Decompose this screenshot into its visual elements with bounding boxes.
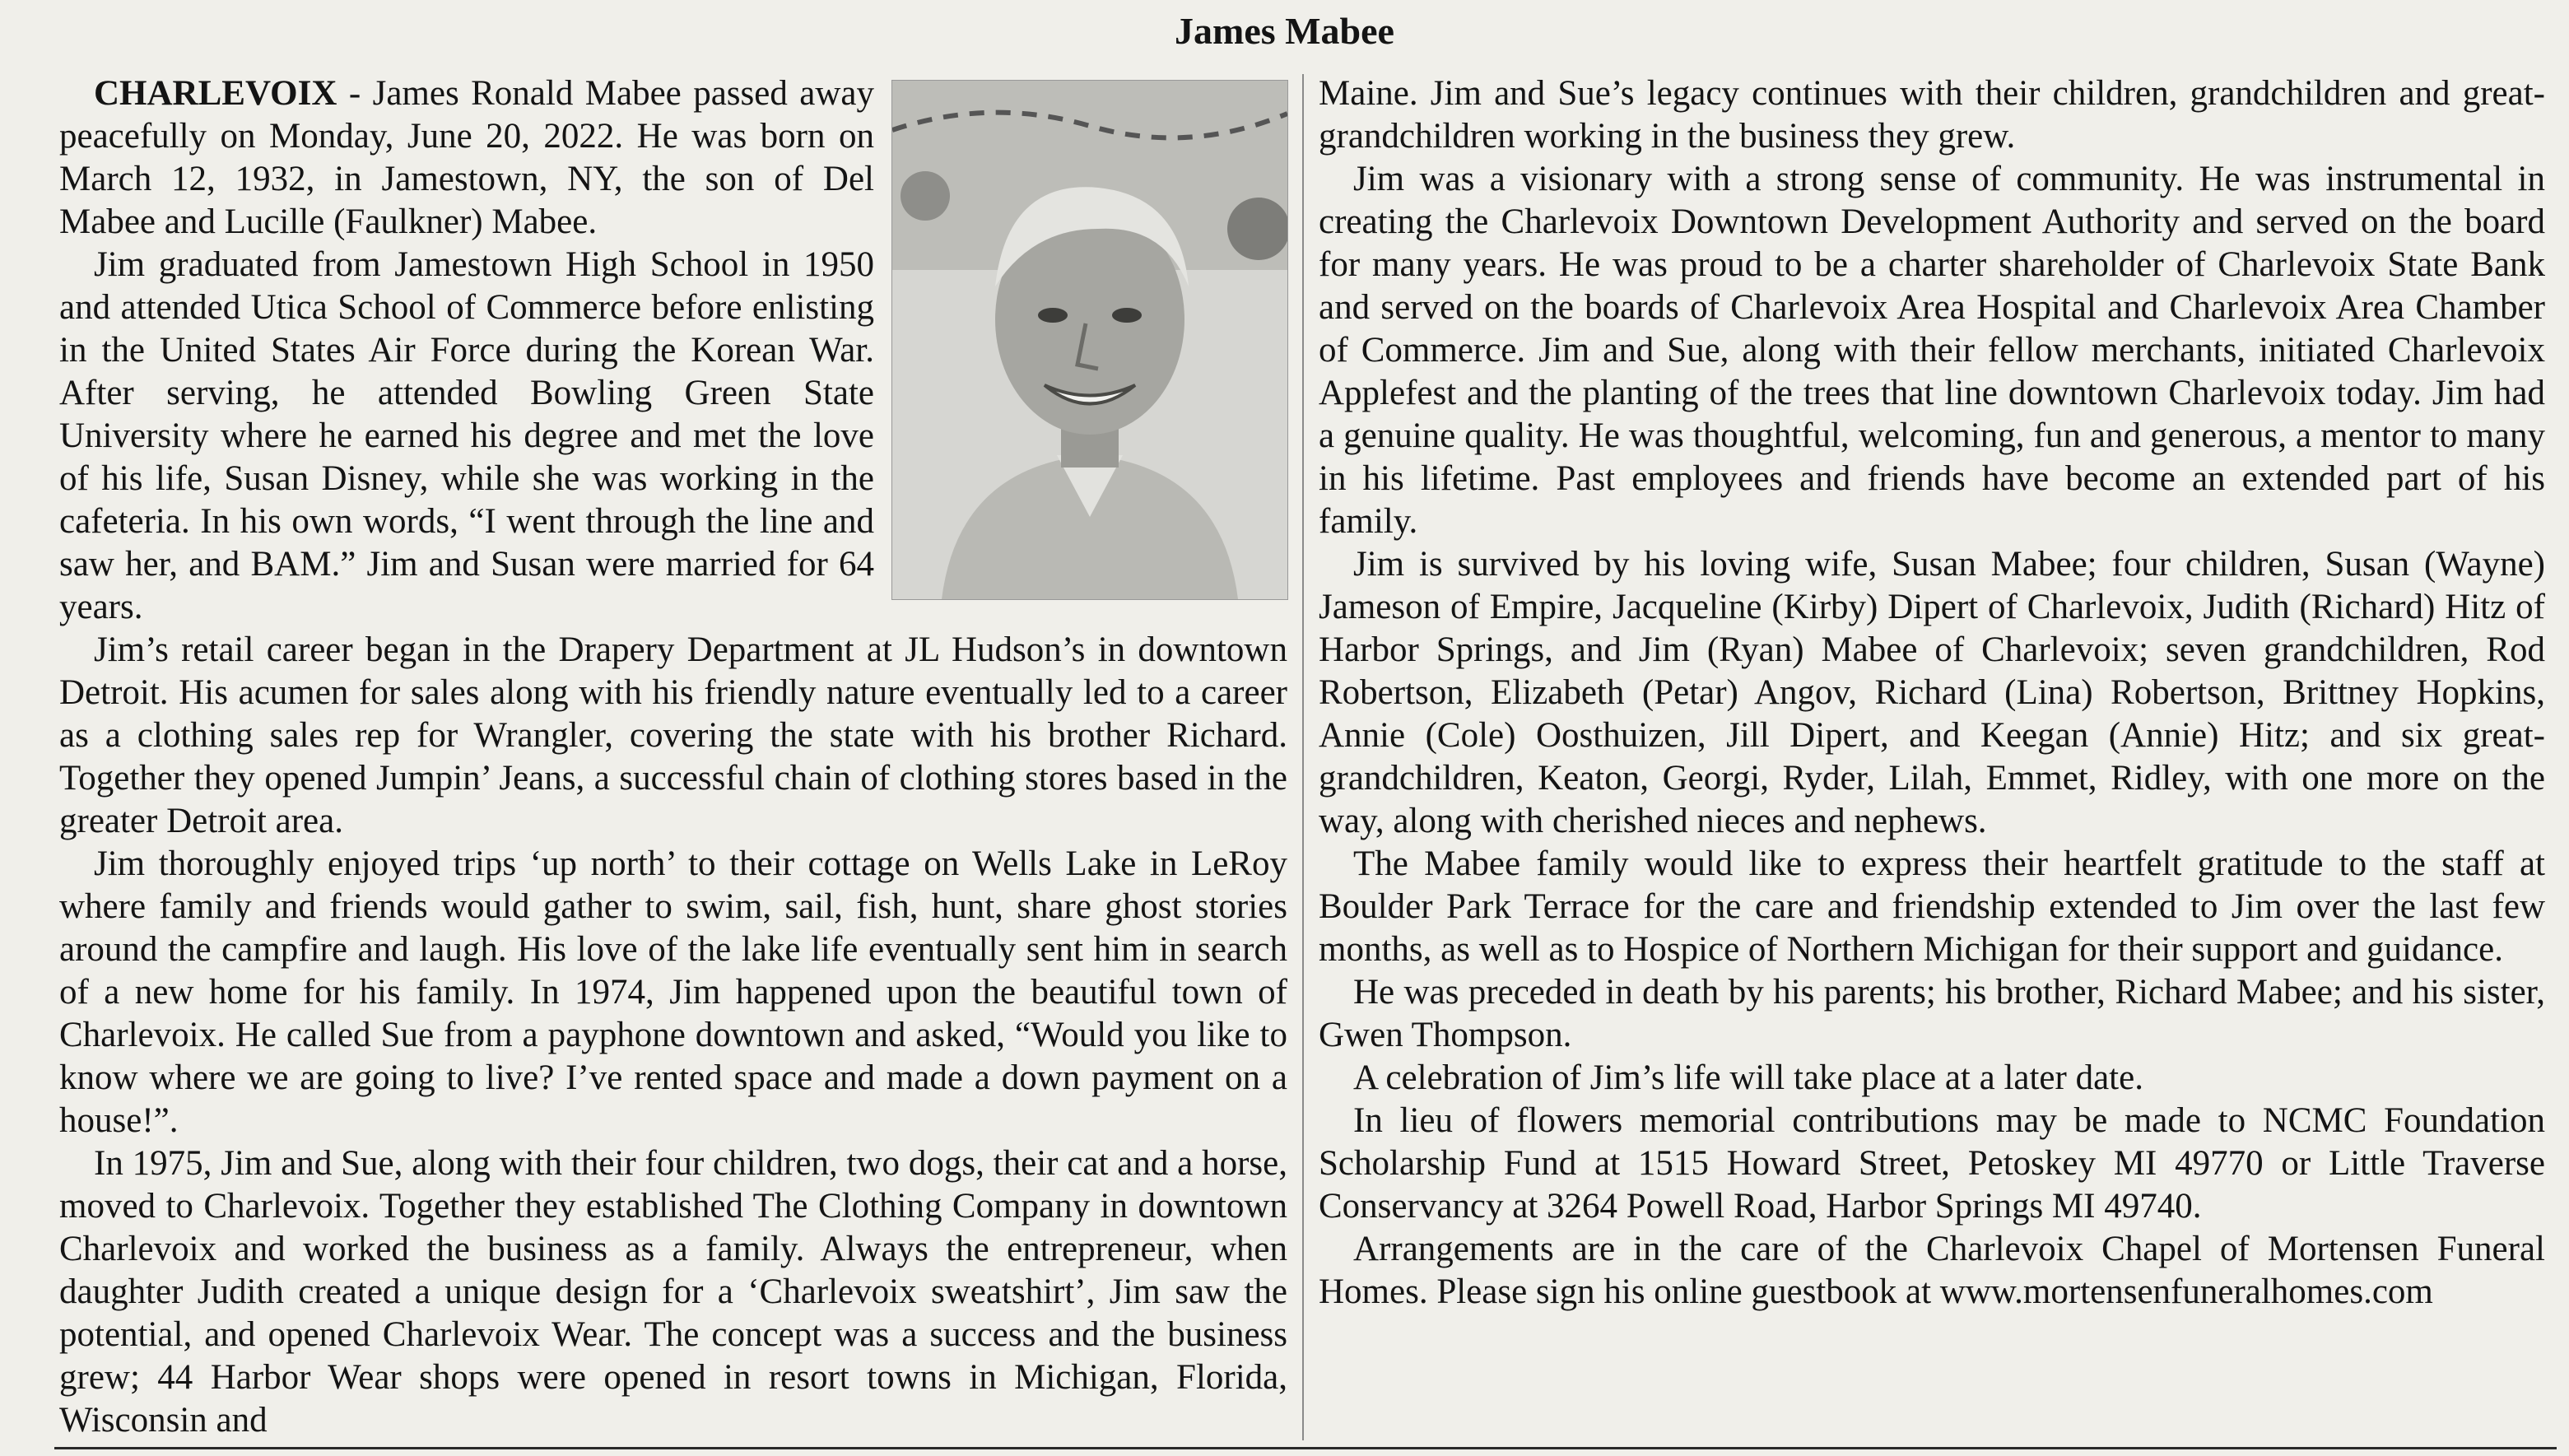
paragraph-right-2: Jim was a visionary with a strong sense of community. He was instrumental in creating the Charlevoix Downtown Development Authority and served on the board for many years. He was proud to be a charter shareholder of Charlevoix State Bank and served on the boards of Charlevoix Area Hospital and Charlevoix Area Chamber of Commerce. Jim and Sue, along with their fellow merchants, initiated Charlevoix Applefest and the planting of the trees that line downtown Charlevoix today. Jim had a genuine quality. He was thoughtful, welcoming, fun and generous, a mentor to many in his lifetime. Past employees and friends have become an extended part of his family. <box>1319 160 2545 541</box>
paragraph-right-1: Maine. Jim and Sue’s legacy continues with their children, grandchildren and great-grandchildren working in the business they grew. <box>1319 74 2545 156</box>
paragraph-right-3: Jim is survived by his loving wife, Susan Mabee; four children, Susan (Wayne) Jameson of Empire, Jacqueline (Kirby) Dipert of Charlevoix, Judith (Richard) Hitz of Harbor Springs, and Jim (Ryan) Mabee of Charlevoix; seven grandchildren, Rod Robertson, Elizabeth (Petar) Angov, Richard (Lina) Robertson, Brittney Hopkins, Annie (Cole) Oosthuizen, Jill Dipert, and Keegan (Annie) Hitz; and six great-grandchildren, Keaton, Georgi, Ryder, Lilah, Emmet, Ridley, with one more on the way, along with cherished nieces and nephews. <box>1319 545 2545 840</box>
paragraph-right-8: Arrangements are in the care of the Charlevoix Chapel of Mortensen Funeral Homes. Please sign his online guestbook at www.mortensenfuneralhomes.com <box>1319 1230 2545 1311</box>
dateline: CHARLEVOIX <box>94 74 337 113</box>
paragraph-right-6: A celebration of Jim’s life will take place at a later date. <box>1353 1058 2143 1097</box>
left-column <box>59 72 1287 1442</box>
paragraph-left-3: Jim’s retail career began in the Drapery Department at JL Hudson’s in downtown Detroit. His acumen for sales along with his friendly nature eventually led to a career as a clothing sales rep for Wrangler, covering the state with his brother Richard. Together they opened Jumpin’ Jeans, a successful chain of clothing stores based in the greater Detroit area. <box>59 630 1287 840</box>
portrait-photo <box>892 81 1287 599</box>
paragraph-left-1-text: - James Ronald Mabee passed away peacefully on Monday, June 20, 2022. He was born on March 12, 1932, in Jamestown, NY, the son of Del Mabee and Lucille (Faulkner) Mabee. <box>59 74 874 241</box>
paragraph-right-5: He was preceded in death by his parents; his brother, Richard Mabee; and his sister, Gwen Thompson. <box>1319 973 2545 1054</box>
paragraph-right-7: In lieu of flowers memorial contributions may be made to NCMC Foundation Scholarship Fund at 1515 Howard Street, Petoskey MI 49770 or Little Traverse Conservancy at 3264 Powell Road, Harbor Springs MI 49740. <box>1319 1101 2545 1226</box>
column-divider <box>1302 74 1304 1440</box>
paragraph-right-4: The Mabee family would like to express their heartfelt gratitude to the staff at Boulder Park Terrace for the care and friendship extended to Jim over the last few months, as well as to Hospice of Northern Michigan for their support and guidance. <box>1319 844 2545 969</box>
paragraph-left-2: Jim graduated from Jamestown High School in 1950 and attended Utica School of Commerce before enlisting in the United States Air Force during the Korean War. After serving, he attended Bowling Green State University where he earned his degree and met the love of his life, Susan Disney, while she was working in the cafeteria. In his own words, “I went through the line and saw her, and BAM.” Jim and Susan were married for 64 years. <box>59 245 874 626</box>
bottom-rule <box>54 1447 2557 1449</box>
obituary-headline: James Mabee <box>1175 10 1394 52</box>
right-column <box>1319 72 2545 1314</box>
paragraph-left-5: In 1975, Jim and Sue, along with their four children, two dogs, their cat and a horse, moved to Charlevoix. Together they established The Clothing Company in downtown Charlevoix and worked the business as a family. Always the entrepreneur, when daughter Judith created a unique design for a ‘Charlevoix sweatshirt’, Jim saw the potential, and opened Charlevoix Wear. The concept was a success and the business grew; 44 Harbor Wear shops were opened in resort towns in Michigan, Florida, Wisconsin and <box>59 1144 1287 1440</box>
paragraph-left-4: Jim thoroughly enjoyed trips ‘up north’ to their cottage on Wells Lake in LeRoy where family and friends would gather to swim, sail, fish, hunt, share ghost stories around the campfire and laugh. His love of the lake life eventually sent him in search of a new home for his family. In 1974, Jim happened upon the beautiful town of Charlevoix. He called Sue from a payphone downtown and asked, “Would you like to know where we are going to live? I’ve rented space and made a down payment on a house!”. <box>59 844 1287 1140</box>
